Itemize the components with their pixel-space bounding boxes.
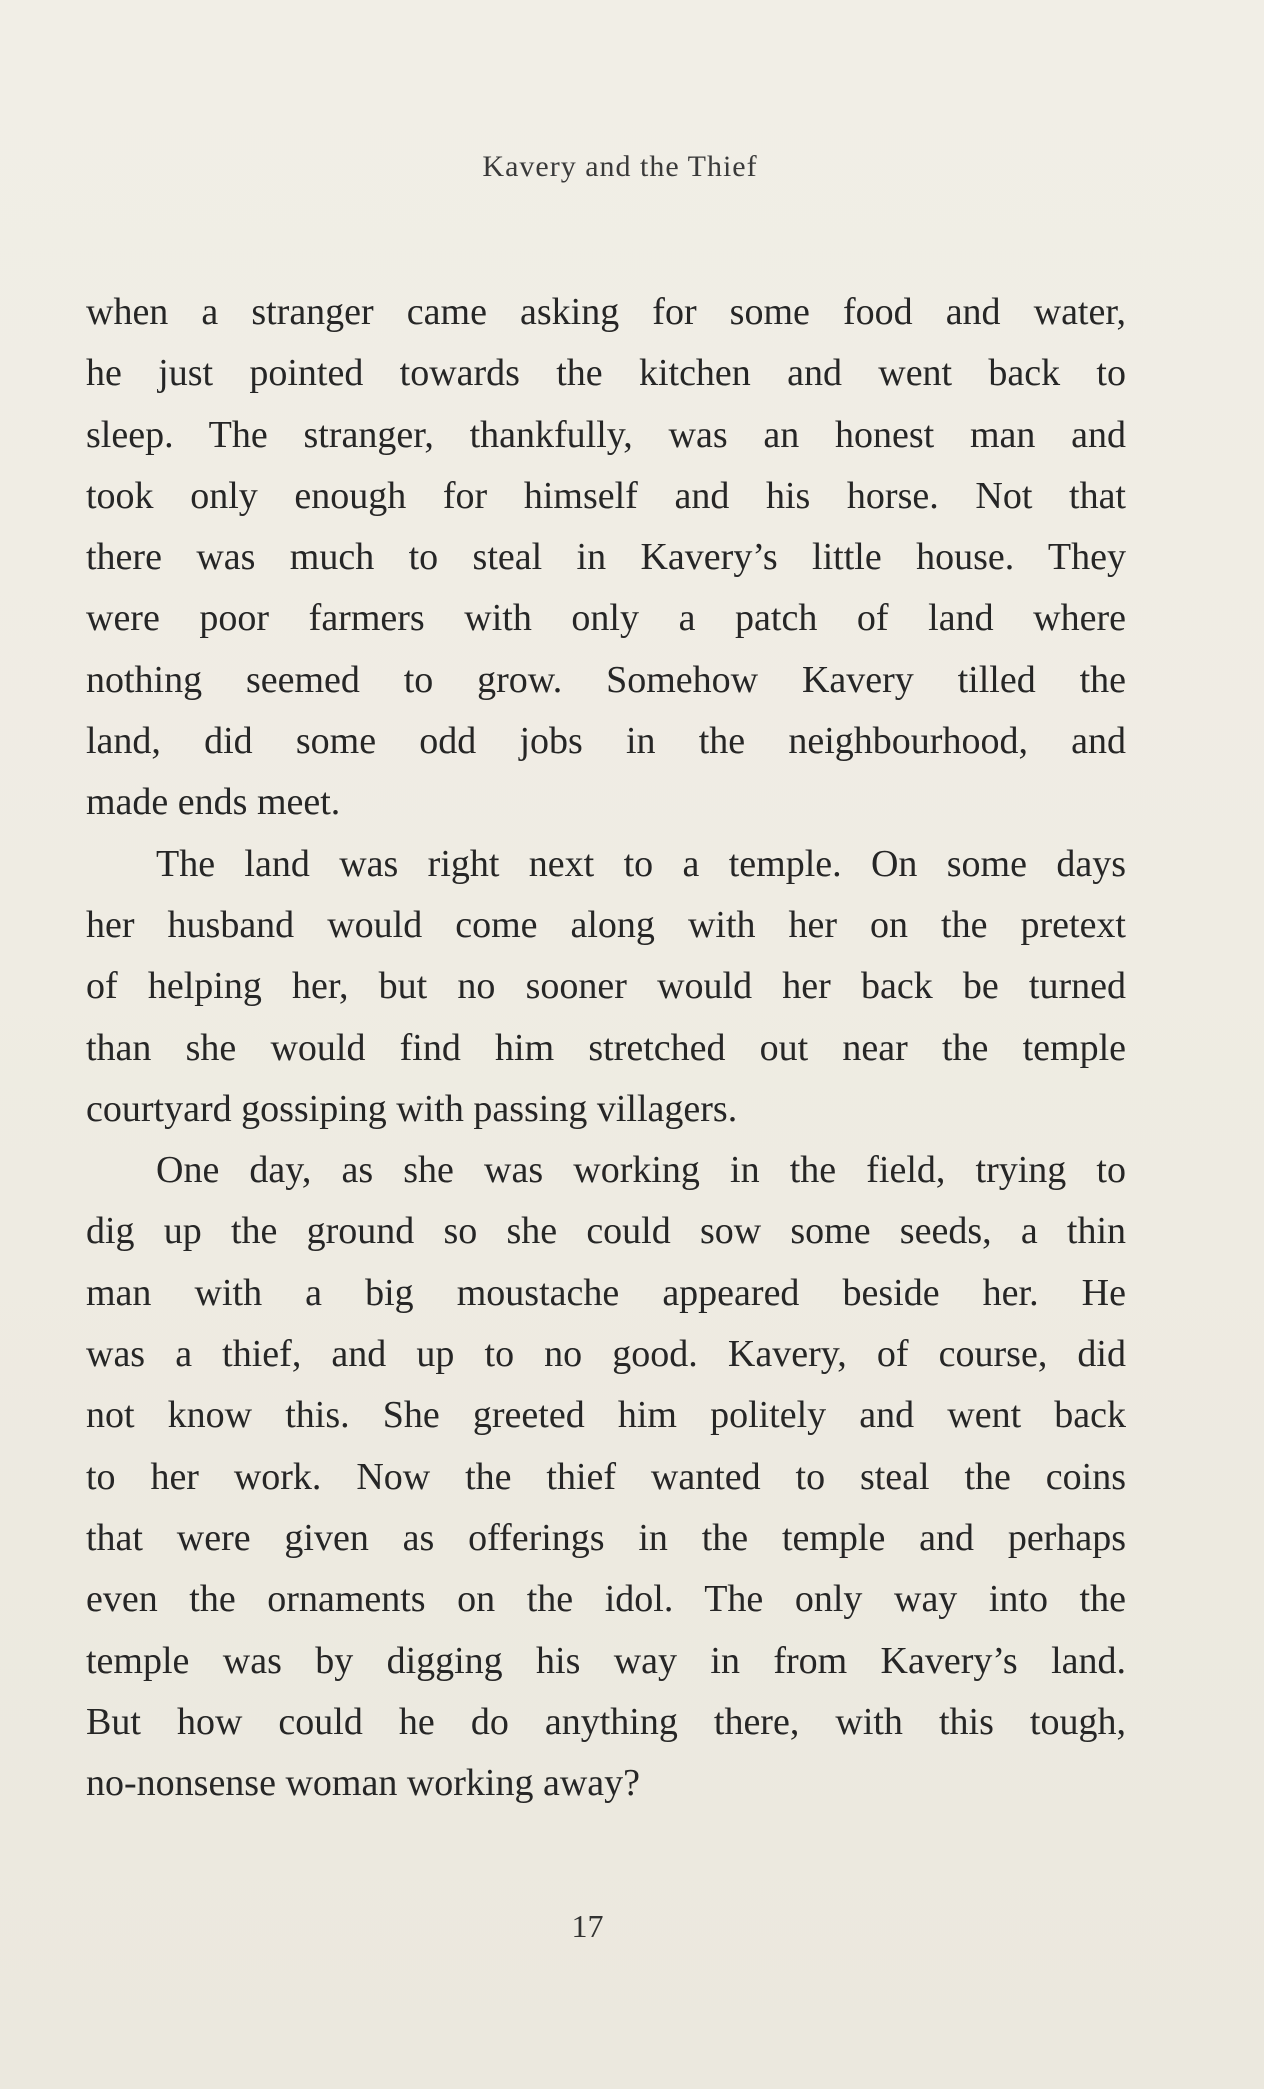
- text-line: temple was by digging his way in from Kavery’s land.: [86, 1639, 1126, 1682]
- paragraph-first-line: The land was right next to a temple. On some days: [156, 842, 1126, 885]
- text-line: not know this. She greeted him politely and went back: [86, 1394, 1126, 1437]
- body-text: [86, 282, 1126, 1814]
- page-number: 17: [571, 1908, 604, 1944]
- paragraph-first-line: One day, as she was working in the field, trying to: [156, 1149, 1126, 1192]
- running-head: Kavery and the Thief: [482, 150, 758, 183]
- text-line: took only enough for himself and his horse. Not that: [86, 474, 1126, 517]
- text-line: even the ornaments on the idol. The only way into the: [86, 1578, 1126, 1621]
- text-line: of helping her, but no sooner would her back be turned: [86, 965, 1126, 1008]
- text-line: dig up the ground so she could sow some seeds, a thin: [86, 1210, 1126, 1253]
- text-line: than she would find him stretched out near the temple: [86, 1026, 1126, 1069]
- text-line: to her work. Now the thief wanted to steal the coins: [86, 1455, 1126, 1498]
- text-line: sleep. The stranger, thankfully, was an honest man and: [86, 413, 1126, 456]
- text-line: made ends meet.: [86, 781, 341, 824]
- text-line: there was much to steal in Kavery’s little house. They: [86, 536, 1126, 579]
- text-line: no-nonsense woman working away?: [86, 1762, 641, 1805]
- text-line: that were given as offerings in the temple and perhaps: [86, 1516, 1126, 1559]
- text-line: nothing seemed to grow. Somehow Kavery tilled the: [86, 658, 1126, 701]
- text-line: But how could he do anything there, with this tough,: [86, 1700, 1126, 1743]
- text-line: her husband would come along with her on the pretext: [86, 903, 1126, 946]
- text-line: land, did some odd jobs in the neighbourhood, and: [86, 720, 1126, 763]
- text-line: courtyard gossiping with passing villagers.: [86, 1087, 738, 1130]
- text-line: he just pointed towards the kitchen and went back to: [86, 352, 1126, 395]
- text-line: was a thief, and up to no good. Kavery, of course, did: [86, 1333, 1126, 1376]
- text-line: when a stranger came asking for some food and water,: [86, 291, 1126, 333]
- text-line: were poor farmers with only a patch of land where: [86, 597, 1126, 640]
- text-line: man with a big moustache appeared beside her. He: [86, 1271, 1126, 1314]
